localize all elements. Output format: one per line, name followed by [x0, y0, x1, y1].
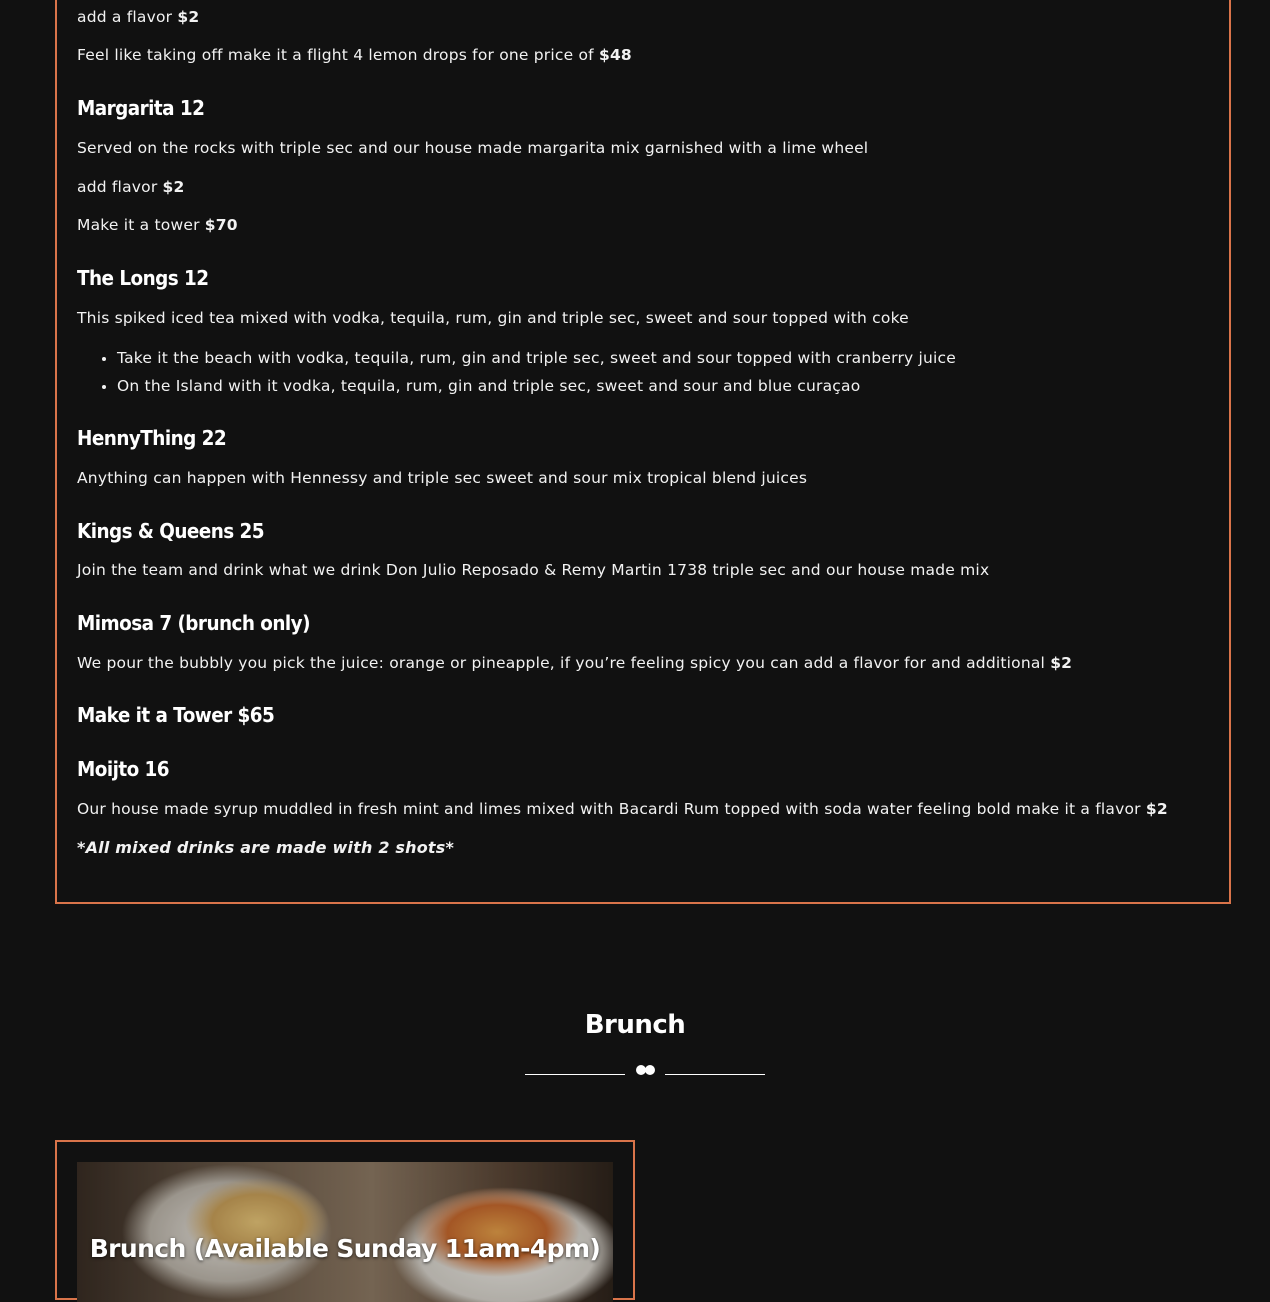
kings-queens-title: Kings & Queens 25	[77, 519, 265, 543]
brunch-section-title: Brunch	[584, 1010, 686, 1040]
divider-line-left	[525, 1074, 625, 1075]
hennything-title: HennyThing 22	[77, 426, 227, 450]
cocktail-menu-box	[55, 0, 1231, 904]
brunch-food-image	[77, 1162, 613, 1302]
lemon-drop-flavor-text: add a flavor	[77, 8, 178, 26]
mimosa-tower-heading: Make it a Tower $65	[77, 703, 275, 727]
lemon-drop-flavor-price: $2	[177, 8, 200, 26]
mimosa-title: Mimosa 7 (brunch only)	[77, 611, 310, 635]
lemon-drop-flight-text: Feel like taking off make it a flight 4 lemon drops for one price of	[77, 46, 599, 64]
mimosa-description: We pour the bubbly you pick the juice: orange or pineapple, if you’re feeling spicy you can add a flavor for and additional	[77, 654, 1051, 672]
margarita-tower-line	[77, 216, 238, 234]
margarita-flavor-text: add flavor	[77, 178, 163, 196]
margarita-description: Served on the rocks with triple sec and our house made margarita mix garnished with a lime wheel	[77, 139, 869, 157]
lemon-drop-flight-price: $48	[598, 46, 632, 64]
mimosa-price: $2	[1050, 654, 1073, 672]
margarita-title: Margarita 12	[77, 96, 205, 120]
mimosa-description-line	[77, 654, 1072, 672]
lemon-drop-flight-line	[77, 46, 632, 64]
margarita-tower-price: $70	[204, 216, 238, 234]
mojito-description-line	[77, 800, 1168, 818]
brunch-menu-card[interactable]	[55, 1140, 635, 1300]
mojito-description: Our house made syrup muddled in fresh mint and limes mixed with Bacardi Rum topped with soda water feeling bold make it a flavor	[77, 800, 1146, 818]
longs-title: The Longs 12	[77, 266, 209, 290]
mixed-drinks-footnote: *All mixed drinks are made with 2 shots*	[77, 838, 455, 857]
divider-dot-icon	[645, 1065, 655, 1075]
longs-variant-list	[100, 344, 956, 400]
divider-line-right	[665, 1074, 765, 1075]
kings-queens-description: Join the team and drink what we drink Don Julio Reposado & Remy Martin 1738 triple sec and our house made mix	[77, 561, 990, 579]
longs-variant-island: On the Island with it vodka, tequila, rum, gin and triple sec, sweet and sour and blue curaçao	[100, 372, 956, 400]
mojito-title: Moijto 16	[77, 757, 170, 781]
margarita-flavor-price: $2	[162, 178, 185, 196]
longs-description: This spiked iced tea mixed with vodka, tequila, rum, gin and triple sec, sweet and sour topped with coke	[77, 309, 909, 327]
lemon-drop-flavor-line	[77, 8, 199, 26]
brunch-card-title: Brunch (Available Sunday 11am-4pm)	[89, 1234, 601, 1263]
section-divider	[525, 1062, 765, 1078]
hennything-description: Anything can happen with Hennessy and triple sec sweet and sour mix tropical blend juices	[77, 469, 808, 487]
mojito-price: $2	[1145, 800, 1168, 818]
image-overlay	[77, 1162, 613, 1302]
margarita-tower-text: Make it a tower	[77, 216, 205, 234]
longs-variant-beach: Take it the beach with vodka, tequila, rum, gin and triple sec, sweet and sour topped with cranberry juice	[100, 344, 956, 372]
margarita-flavor-line	[77, 178, 185, 196]
